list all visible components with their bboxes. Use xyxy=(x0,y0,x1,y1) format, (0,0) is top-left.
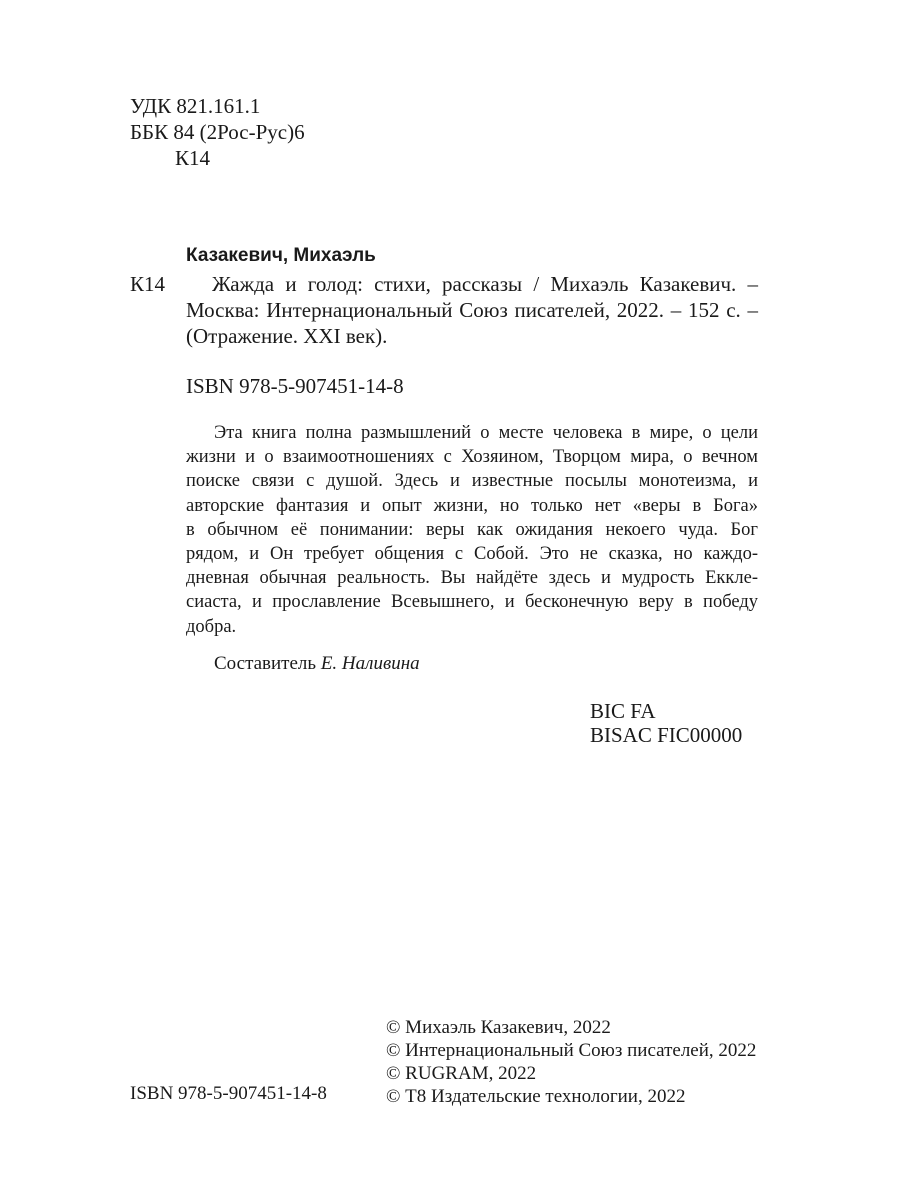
catalog-author-mark: К14 xyxy=(130,272,166,296)
copyright-line: © RUGRAM, 2022 xyxy=(386,1063,537,1084)
udk-code: УДК 821.161.1 xyxy=(130,94,261,118)
author-mark: К14 xyxy=(175,146,211,170)
bibliographic-line-2: Москва: Интернациональный Союз писателей, 2022. – 152 с. – xyxy=(186,298,758,322)
bbk-code: ББК 84 (2Рос-Рус)6 xyxy=(130,120,305,144)
footer-isbn: ISBN 978-5-907451-14-8 xyxy=(130,1083,327,1104)
compiler-name: Е. Наливина xyxy=(320,653,420,674)
annotation-line: жизни и о взаимоотношениях с Хозяином, Творцом мира, о вечном xyxy=(186,447,758,468)
annotation-line: рядом, и Он требует общения с Собой. Это не сказка, но каждо- xyxy=(186,544,758,565)
annotation-line: сиаста, и прославление Всевышнего, и бесконечную веру в победу xyxy=(186,592,758,613)
annotation-line: поиске связи с душой. Здесь и известные посылы монотеизма, и xyxy=(186,471,758,492)
catalog-isbn: ISBN 978-5-907451-14-8 xyxy=(186,374,404,398)
copyright-line: © Михаэль Казакевич, 2022 xyxy=(386,1017,611,1038)
compiler-credit xyxy=(214,652,420,676)
bibliographic-line-1: Жажда и голод: стихи, рассказы / Михаэль Казакевич. – xyxy=(212,272,758,296)
annotation-line: дневная обычная реальность. Вы найдёте здесь и мудрость Еккле- xyxy=(186,568,758,589)
annotation xyxy=(186,421,758,639)
compiler-label: Составитель xyxy=(214,653,317,674)
annotation-line: в обычном её понимании: веры как ожидания некоего чуда. Бог xyxy=(186,519,758,540)
copyright-line: © Т8 Издательские технологии, 2022 xyxy=(386,1086,686,1107)
annotation-line: Эта книга полна размышлений о месте человека в мире, о цели xyxy=(214,423,758,443)
bibliographic-line-3: (Отражение. XXI век). xyxy=(186,324,388,348)
copyright-line: © Интернациональный Союз писателей, 2022 xyxy=(386,1040,757,1061)
annotation-line: авторские фантазия и опыт жизни, но только нет «веры в Бога» xyxy=(186,495,758,516)
annotation-line: добра. xyxy=(186,616,237,637)
author-heading: Казакевич, Михаэль xyxy=(186,245,376,266)
bic-code: BIC FA xyxy=(590,699,656,723)
bisac-code: BISAC FIC00000 xyxy=(590,723,743,747)
